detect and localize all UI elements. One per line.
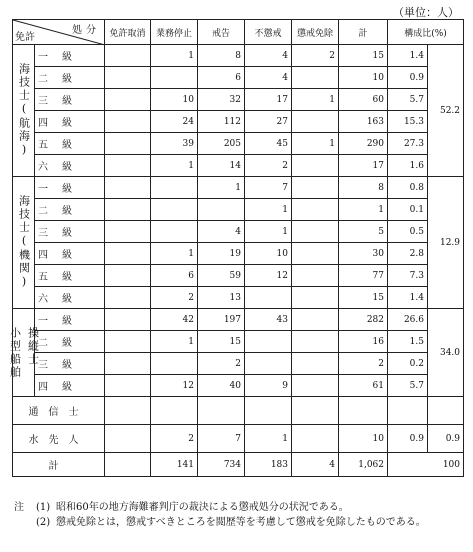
table-cell: 17 (339, 155, 388, 177)
table-cell: 0.9 (388, 67, 428, 89)
table-cell: 59 (198, 265, 245, 287)
table-cell: 1 (339, 199, 388, 221)
table-cell: 30 (339, 243, 388, 265)
total-label: 計 (13, 453, 105, 477)
table-cell: 77 (339, 265, 388, 287)
table-cell: 15 (339, 45, 388, 67)
table-cell (292, 199, 339, 221)
notes-prefix: 注 (14, 502, 24, 513)
note-text: 懲戒免除とは，懲戒すべきところを閲歴等を考慮して懲戒を免除したものである。 (56, 517, 426, 528)
grade-label: 四級 (35, 375, 105, 397)
table-cell: 7.3 (388, 265, 428, 287)
table-cell: 16 (339, 331, 388, 353)
table-cell: 2 (245, 155, 292, 177)
table-cell: 60 (339, 89, 388, 111)
table-cell: 10 (339, 67, 388, 89)
row-ratio (428, 397, 464, 425)
table-cell: 4 (245, 45, 292, 67)
table-cell: 2 (339, 353, 388, 375)
table-row (13, 221, 464, 243)
table-cell (105, 425, 151, 453)
table-cell: 1 (245, 221, 292, 243)
note-item (14, 515, 464, 530)
table-cell (245, 353, 292, 375)
table-cell: 0.1 (388, 199, 428, 221)
row-ratio: 0.9 (428, 425, 464, 453)
group-ratio: 12.9 (428, 177, 464, 309)
table-cell: 0.9 (388, 425, 428, 453)
table-row (13, 331, 464, 353)
col-header-reprimand: 戒告 (198, 20, 245, 45)
table-cell (105, 397, 151, 425)
table-cell: 112 (198, 111, 245, 133)
note-number: (2) (36, 517, 51, 528)
table-cell: 10 (245, 243, 292, 265)
corner-license-label: 免許 (15, 32, 35, 43)
table-cell (151, 177, 198, 199)
table-cell (105, 243, 151, 265)
table-row (13, 89, 464, 111)
col-header-no-discipline: 不懲戒 (245, 20, 292, 45)
table-cell (292, 155, 339, 177)
table-cell: 1,062 (339, 453, 388, 477)
table-cell: 1.4 (388, 45, 428, 67)
table-cell: 15 (339, 287, 388, 309)
table-cell (151, 67, 198, 89)
table-cell: 1 (151, 243, 198, 265)
table-cell: 9 (245, 375, 292, 397)
table-cell: 6 (151, 265, 198, 287)
table-cell (151, 221, 198, 243)
group-label-part: 小型船舶 (8, 326, 22, 379)
table-cell (105, 155, 151, 177)
table-cell (292, 331, 339, 353)
table-cell: 1 (198, 177, 245, 199)
table-cell (292, 221, 339, 243)
table-cell: 12 (151, 375, 198, 397)
table-cell: 10 (339, 425, 388, 453)
table-cell: 2 (151, 287, 198, 309)
table-row (13, 425, 464, 453)
table-cell: 14 (198, 155, 245, 177)
table-cell: 163 (339, 111, 388, 133)
table-cell: 1.6 (388, 155, 428, 177)
table-cell (105, 89, 151, 111)
table-row (13, 243, 464, 265)
grade-label: 一級 (35, 177, 105, 199)
table-cell: 1.5 (388, 331, 428, 353)
table-cell: 5 (339, 221, 388, 243)
table-cell (151, 397, 198, 425)
grade-label: 二級 (35, 199, 105, 221)
table-cell: 42 (151, 309, 198, 331)
table-cell: 5.7 (388, 375, 428, 397)
table-cell (198, 199, 245, 221)
table-cell (292, 67, 339, 89)
table-cell: 7 (245, 177, 292, 199)
table-cell: 5.7 (388, 89, 428, 111)
table-cell (339, 397, 388, 425)
table-cell: 27 (245, 111, 292, 133)
table-cell: 4 (245, 67, 292, 89)
table-cell: 12 (245, 265, 292, 287)
table-cell (151, 199, 198, 221)
table-cell (105, 177, 151, 199)
group-ratio: 52.2 (428, 45, 464, 177)
grade-label: 二級 (35, 331, 105, 353)
col-header-suspension: 業務停止 (151, 20, 198, 45)
table-cell: 32 (198, 89, 245, 111)
table-cell: 8 (198, 45, 245, 67)
corner-disposition-label: 処分 (72, 25, 100, 36)
table-cell: 2 (151, 425, 198, 453)
table-cell: 61 (339, 375, 388, 397)
header-row (13, 20, 464, 45)
note-text: 昭和60年の地方海難審判庁の裁決による懲戒処分の状況である。 (56, 502, 349, 513)
table-cell (105, 265, 151, 287)
table-cell (105, 45, 151, 67)
license-group-label: 海技士(航海) (13, 45, 35, 177)
table-cell: 197 (198, 309, 245, 331)
table-cell (292, 265, 339, 287)
table-cell: 2 (198, 353, 245, 375)
table-cell: 15 (198, 331, 245, 353)
table-cell (105, 133, 151, 155)
table-row (13, 287, 464, 309)
license-label: 通信士 (13, 397, 105, 425)
table-cell (105, 375, 151, 397)
table-cell: 282 (339, 309, 388, 331)
disciplinary-table (8, 19, 464, 477)
table-cell: 0.2 (388, 353, 428, 375)
table-cell: 43 (245, 309, 292, 331)
table-cell (292, 375, 339, 397)
license-group-label: 海技士(機関) (13, 177, 35, 309)
grade-label: 五級 (35, 265, 105, 287)
table-cell (292, 287, 339, 309)
table-cell (105, 309, 151, 331)
table-cell: 183 (245, 453, 292, 477)
table-cell: 26.6 (388, 309, 428, 331)
grade-label: 四級 (35, 243, 105, 265)
table-row (13, 133, 464, 155)
grade-label: 三級 (35, 89, 105, 111)
table-row (13, 111, 464, 133)
license-label: 水先人 (13, 425, 105, 453)
table-cell (105, 221, 151, 243)
note-item (14, 500, 464, 515)
table-cell: 6 (198, 67, 245, 89)
table-cell (105, 67, 151, 89)
note-number: (1) (36, 502, 51, 513)
table-cell (105, 353, 151, 375)
table-cell: 10 (151, 89, 198, 111)
table-cell: 2 (292, 45, 339, 67)
unit-label: （単位：人） (393, 6, 459, 19)
grade-label: 二級 (35, 67, 105, 89)
table-cell: 1.4 (388, 287, 428, 309)
table-cell: 15.3 (388, 111, 428, 133)
table-cell: 141 (151, 453, 198, 477)
table-cell: 17 (245, 89, 292, 111)
table-cell (105, 287, 151, 309)
table-cell: 734 (198, 453, 245, 477)
table-cell (105, 111, 151, 133)
grade-label: 五級 (35, 133, 105, 155)
table-cell: 7 (198, 425, 245, 453)
table-cell: 205 (198, 133, 245, 155)
table-row (13, 155, 464, 177)
table-cell: 19 (198, 243, 245, 265)
table-row (13, 309, 464, 331)
table-row (13, 45, 464, 67)
table-cell (105, 199, 151, 221)
table-cell (105, 331, 151, 353)
grade-label: 三級 (35, 353, 105, 375)
grade-label: 六級 (35, 287, 105, 309)
table-cell: 39 (151, 133, 198, 155)
license-group-label (8, 309, 40, 397)
table-row (13, 265, 464, 287)
table-cell (388, 397, 428, 425)
table-cell: 1 (245, 199, 292, 221)
table-row (13, 67, 464, 89)
col-header-exemption: 懲戒免除 (292, 20, 339, 45)
table-row (13, 375, 464, 397)
table-cell: 1 (292, 89, 339, 111)
table-cell: 0.8 (388, 177, 428, 199)
table-cell (292, 425, 339, 453)
total-row (13, 453, 464, 477)
table-row (13, 397, 464, 425)
table-cell: 27.3 (388, 133, 428, 155)
table-row (13, 353, 464, 375)
notes (14, 500, 464, 530)
col-header-total: 計 (339, 20, 388, 45)
grade-label: 六級 (35, 155, 105, 177)
table-row (13, 199, 464, 221)
table-cell: 45 (245, 133, 292, 155)
grade-label: 一級 (35, 309, 105, 331)
table-cell (245, 397, 292, 425)
table-cell (292, 243, 339, 265)
table-cell: 2.8 (388, 243, 428, 265)
table-cell: 4 (198, 221, 245, 243)
table-cell: 100 (388, 453, 464, 477)
table-cell (292, 111, 339, 133)
table-cell (292, 397, 339, 425)
table-cell: 24 (151, 111, 198, 133)
table-cell: 1 (245, 425, 292, 453)
table-cell: 40 (198, 375, 245, 397)
table-cell: 4 (292, 453, 339, 477)
table-cell (245, 287, 292, 309)
group-ratio: 34.0 (428, 309, 464, 397)
grade-label: 三級 (35, 221, 105, 243)
table-cell (292, 309, 339, 331)
grade-label: 一級 (35, 45, 105, 67)
table-cell: 290 (339, 133, 388, 155)
table-cell: 1 (151, 155, 198, 177)
table-cell (292, 353, 339, 375)
table-cell: 0.5 (388, 221, 428, 243)
table-cell: 1 (292, 133, 339, 155)
col-header-revocation: 免許取消 (105, 20, 151, 45)
table-cell (105, 453, 151, 477)
table-cell (198, 397, 245, 425)
group-label-part: 操縦士 (26, 326, 40, 366)
table-cell (151, 353, 198, 375)
table-cell: 8 (339, 177, 388, 199)
table-cell: 1 (151, 45, 198, 67)
table-cell: 13 (198, 287, 245, 309)
header-corner (13, 20, 105, 45)
grade-label: 四級 (35, 111, 105, 133)
col-header-ratio: 構成比(%) (388, 20, 464, 45)
table-cell (292, 177, 339, 199)
table-cell: 1 (151, 331, 198, 353)
table-row (13, 177, 464, 199)
table-cell (245, 331, 292, 353)
